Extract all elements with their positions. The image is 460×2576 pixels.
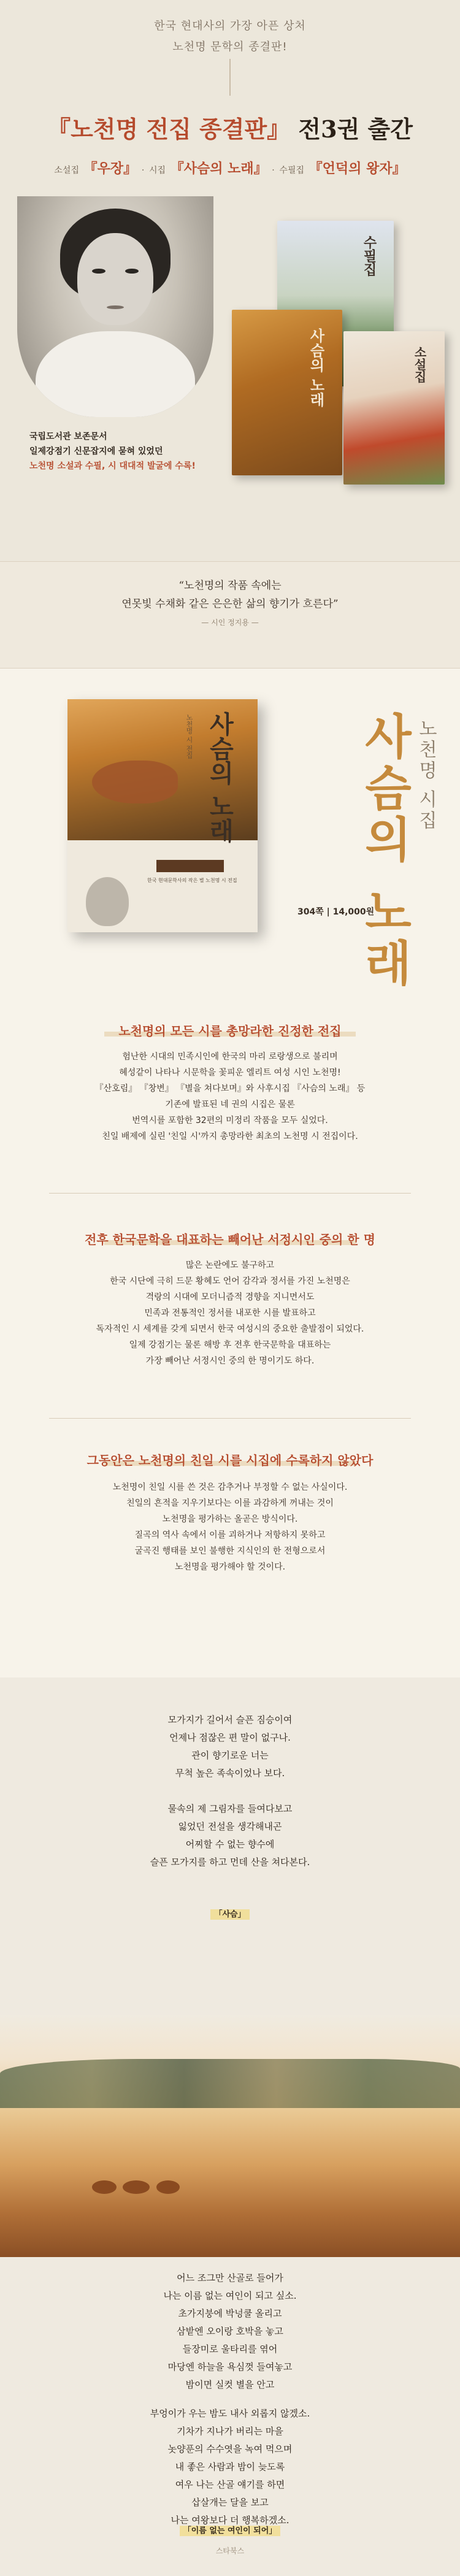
- book-cover-poems: [232, 310, 342, 475]
- quote-source: — 시인 정지용 —: [201, 618, 259, 627]
- cover-subtitle: 노천명 시 전집: [185, 714, 193, 759]
- feature-divider-1: [49, 1193, 411, 1194]
- note-line-3: 노천명 소설과 수필, 시 대대적 발굴에 수록!: [29, 461, 196, 471]
- poem-2: 어느 조그만 산골로 들어가 나는 이름 없는 여인이 되고 싶소. 초가지붕에 박넝쿨 올리고 삼밭엔 오이랑 호박을 놓고 들장미로 울타리를 엮어 마당엔 하늘을 욕심껏 들여놓고 밤이면 실컷 별을 안고 부엉이가 우는 밤도 내사 외롭지 않겠소. 기차가 지나가 버리는 마을 놋양푼의 수수엿을 녹여 먹으며 내 좋은 사람과 밤이 늦도록 여우 나는 산골 얘기를 하면 삽살개는 달을 보고 나는 여왕보다 더 행복하겠소.: [150, 2272, 310, 2526]
- product-spec: 304쪽 | 14,000원: [297, 907, 375, 917]
- quote-line-2: 연못빛 수채화 같은 은은한 삶의 향기가 흐른다”: [121, 598, 339, 610]
- author-portrait-image: [17, 196, 213, 417]
- landscape-painting-image: [0, 2015, 460, 2257]
- publisher-logo: 스타북스: [215, 2547, 245, 2555]
- feature-2-body: 많은 논란에도 불구하고 한국 시단에 극히 드문 황혜도 언어 감각과 정서를 가진 노천명은 격랑의 시대에 모더니즘적 경향을 지니면서도 민족과 전통적인 정서를 내포한 시를 발표하고 독자적인 시 세계를 갖게 되면서 한국 여성시의 중요한 출발점이 되었다. 일제 강점기는 물론 해방 후 전후 한국문학을 대표하는 가장 빼어난 서정시인 중의 한 명이기도 하다.: [96, 1260, 364, 1366]
- product-series-title: 노천명 시집: [415, 719, 437, 832]
- cover-badge: [156, 860, 224, 872]
- header-note: [29, 429, 196, 473]
- essay-label: 수필집: [279, 166, 304, 175]
- poem-label: 시집: [148, 166, 166, 175]
- feature-2-heading: 전후 한국문학을 대표하는 빼어난 서정시인 중의 한 명: [85, 1232, 375, 1247]
- essay-title: 『언덕의 왕자』: [309, 161, 406, 177]
- note-line-1: 국립도서관 보존문서: [29, 432, 107, 442]
- tagline-2: 노천명 문학의 종결판!: [172, 40, 288, 53]
- book-cover-novel: [343, 331, 445, 485]
- poem-1-source: 「사슴」: [0, 1907, 460, 1919]
- poem-1: 모가지가 길어서 슬픈 짐승이여 언제나 점잖은 편 말이 없구나. 관이 향기로운 너는 무척 높은 족속이었나 보다. 물속의 제 그림자를 들여다보고 잃었던 전설을 생각해내곤 어찌할 수 없는 향수에 슬픈 모가지를 하고 먼데 산을 쳐다본다.: [150, 1714, 310, 1868]
- poem-2-source: 「이름 없는 여인이 되어」: [0, 2524, 460, 2536]
- book-c-label: 소설집: [412, 346, 427, 383]
- cover-author-photo: [86, 877, 129, 926]
- vertical-divider: [229, 59, 231, 96]
- product-book-cover: [67, 699, 258, 932]
- deer-illustration: [92, 761, 178, 803]
- header-banner: [0, 0, 460, 561]
- book-a-label: 수필집: [361, 236, 377, 276]
- title-highlight: 『노천명 전집 종결판』: [47, 115, 291, 143]
- note-line-2: 일제강점기 신문잡지에 묻혀 있었던: [29, 447, 163, 456]
- feature-3-heading: 그동안은 노천명의 친일 시를 시집에 수록하지 않았다: [86, 1453, 374, 1468]
- feature-3-body: 노천명이 친일 시를 쓴 것은 감추거나 부정할 수 없는 사실이다. 친일의 흔적을 지우기보다는 이를 과감하게 꺼내는 것이 노천명을 평가하는 올곧은 방식이다. 질곡의 역사 속에서 이를 괴하거나 저항하지 못하고 굴곡진 행태를 보인 불행한 지식인의 한 전형으로서 노천명을 평가해야 할 것이다.: [112, 1482, 348, 1572]
- feature-1-body: 험난한 시대의 민족시인에 한국의 마리 로랑생으로 불리며 혜성같이 나타나 시문학을 꽃피운 엘리트 여성 시인 노천명! 『산호림』 『창변』 『별을 쳐다보며』와 사후시집 『사슴의 노래』 등 기존에 발표된 네 권의 시집은 물론 번역시를 포함한 32편의 미정리 작품을 모두 실었다. 친일 배제에 실린 '친일 시'까지 총망라한 최초의 노천명 시 전집이다.: [94, 1052, 366, 1141]
- collection-subtitles: 소설집 『우장』 · 시집 『사슴의 노래』 · 수필집 『언덕의 왕자』: [54, 161, 406, 177]
- cover-title: 사슴의 노래: [205, 711, 234, 843]
- title-rest: 전3권 출간: [298, 115, 413, 143]
- book-b-title: 사슴의 노래: [307, 328, 325, 407]
- product-big-title: 사슴의 노래: [356, 711, 412, 990]
- cover-blurb: 한국 현대문학사의 작은 별 노천명 시 전집: [147, 878, 237, 883]
- main-title: [0, 110, 460, 144]
- feature-1-heading: 노천명의 모든 시를 총망라한 진정한 전집: [118, 1024, 342, 1038]
- novel-label: 소설집: [54, 166, 79, 175]
- poem-title: 『사슴의 노래』: [170, 161, 267, 177]
- tagline-1: 한국 현대사의 가장 아픈 상처: [154, 20, 306, 33]
- quote-line-1: “노천명의 작품 속에는: [178, 580, 282, 592]
- feature-divider-2: [49, 1418, 411, 1419]
- novel-title: 『우장』: [83, 161, 137, 177]
